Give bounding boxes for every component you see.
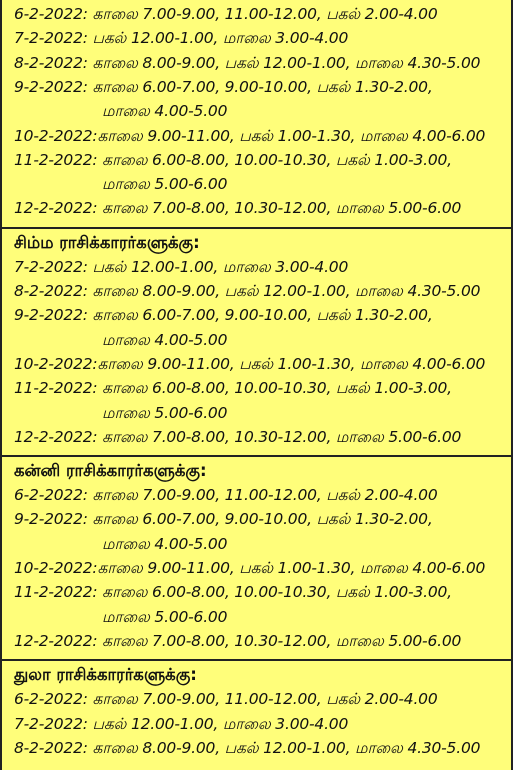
timing-line-continuation: மாலை 4.00-5.00 [102,330,228,349]
timing-line: 9-2-2022: காலை 6.00-7.00, 9.00-10.00, பகல் 1.30-2.00, [14,510,433,529]
timing-line: 7-2-2022: பகல் 12.00-1.00, மாலை 3.00-4.00 [14,714,349,733]
zodiac-heading: துலா ராசிக்காரர்களுக்கு: [14,665,197,685]
timing-line: 12-2-2022: காலை 7.00-8.00, 10.30-12.00, மாலை 5.00-6.00 [14,427,462,446]
timing-line: 12-2-2022: காலை 7.00-8.00, 10.30-12.00, மாலை 5.00-6.00 [14,631,462,650]
timing-line: 10-2-2022:காலை 9.00-11.00, பகல் 1.00-1.30, மாலை 4.00-6.00 [14,559,486,577]
timing-line-continuation: மாலை 4.00-5.00 [102,102,228,121]
timing-line: 10-2-2022:காலை 9.00-11.00, பகல் 1.00-1.30, மாலை 4.00-6.00 [14,126,486,145]
timing-line-continuation: மாலை 5.00-6.00 [102,175,228,194]
timing-line-continuation: மாலை 5.00-6.00 [102,607,228,626]
zodiac-heading: சிம்ம ராசிக்காரர்களுக்கு: [14,232,200,252]
timing-line-continuation: மாலை 5.00-6.00 [102,403,228,422]
timing-line: 8-2-2022: காலை 8.00-9.00, பகல் 12.00-1.00, மாலை 4.30-5.00 [14,738,481,757]
timing-line: 11-2-2022: காலை 6.00-8.00, 10.00-10.30, பகல் 1.00-3.00, [14,150,452,169]
timing-line: 9-2-2022: காலை 6.00-7.00, 9.00-10.00, பகல் 1.30-2.00, [14,306,433,325]
timing-line: 6-2-2022: காலை 7.00-9.00, 11.00-12.00, பகல் 2.00-4.00 [14,486,438,505]
timing-line: 12-2-2022: காலை 7.00-8.00, 10.30-12.00, மாலை 5.00-6.00 [14,199,462,218]
timing-line: 7-2-2022: பகல் 12.00-1.00, மாலை 3.00-4.00 [14,29,349,48]
timing-line: 8-2-2022: காலை 8.00-9.00, பகல் 12.00-1.00, மாலை 4.30-5.00 [14,53,481,72]
timing-line-continuation: மாலை 4.00-5.00 [102,534,228,553]
timing-line: 10-2-2022:காலை 9.00-11.00, பகல் 1.00-1.30, மாலை 4.00-6.00 [14,354,486,373]
timing-line: 7-2-2022: பகல் 12.00-1.00, மாலை 3.00-4.00 [14,257,349,276]
timing-line: 8-2-2022: காலை 8.00-9.00, பகல் 12.00-1.00, மாலை 4.30-5.00 [14,282,481,300]
section-divider [0,227,513,229]
timing-line: 11-2-2022: காலை 6.00-8.00, 10.00-10.30, பகல் 1.00-3.00, [14,583,452,602]
timing-line: 6-2-2022: காலை 7.00-9.00, 11.00-12.00, பகல் 2.00-4.00 [14,5,438,23]
section-divider [0,659,513,661]
timing-line: 6-2-2022: காலை 7.00-9.00, 11.00-12.00, பகல் 2.00-4.00 [14,690,438,709]
timing-line: 9-2-2022: காலை 6.00-7.00, 9.00-10.00, பகல் 1.30-2.00, [14,77,433,96]
section-divider [0,455,513,457]
zodiac-heading: கன்னி ராசிக்காரர்களுக்கு: [14,461,207,481]
timing-line: 11-2-2022: காலை 6.00-8.00, 10.00-10.30, பகல் 1.00-3.00, [14,379,452,398]
